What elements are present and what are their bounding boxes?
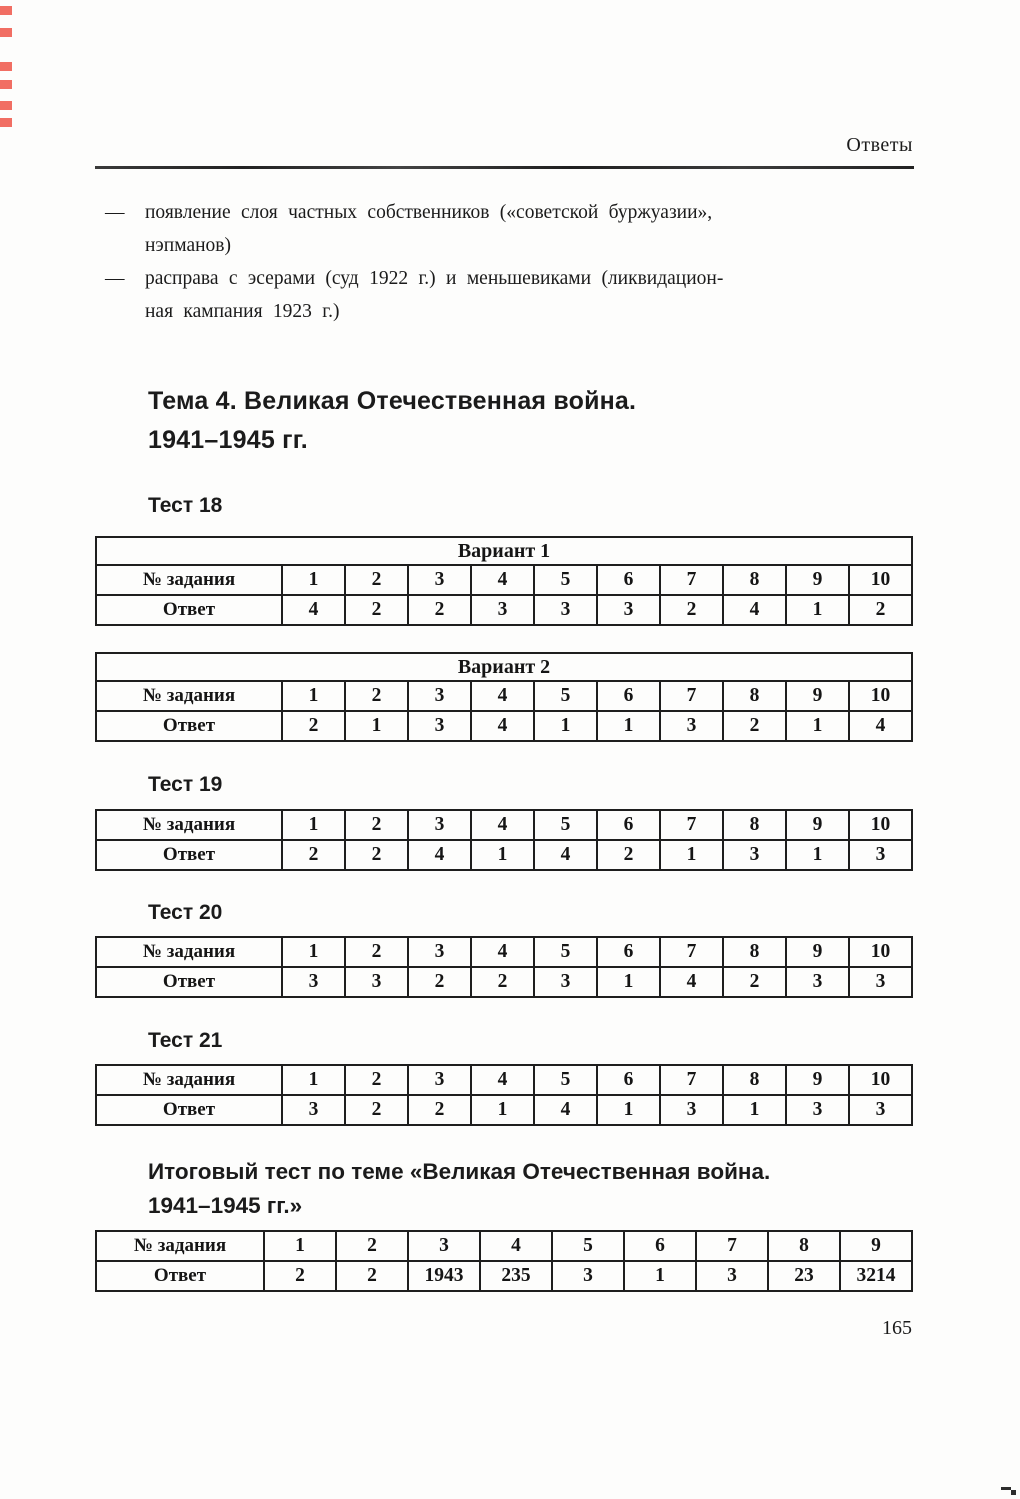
row-label: Ответ (96, 967, 282, 997)
answer-cell: 1 (786, 711, 849, 741)
task-number-cell: 1 (282, 565, 345, 595)
bullet-text (145, 196, 915, 262)
answer-cell: 4 (282, 595, 345, 625)
task-number-cell: 3 (408, 1231, 480, 1261)
task-number-cell: 7 (660, 681, 723, 711)
row-label: № задания (96, 810, 282, 840)
task-number-cell: 3 (408, 681, 471, 711)
scanner-corner-mark (1011, 1490, 1016, 1495)
row-label: Ответ (96, 840, 282, 870)
answer-cell: 1 (786, 595, 849, 625)
answer-cell: 1 (597, 711, 660, 741)
task-number-cell: 6 (597, 681, 660, 711)
answer-cell: 4 (534, 840, 597, 870)
answers-row (96, 840, 912, 870)
answer-cell: 3 (723, 840, 786, 870)
answers-row (96, 595, 912, 625)
answer-cell: 4 (849, 711, 912, 741)
bullet-line: расправа с эсерами (суд 1922 г.) и меньшевиками (ликвидацион- (145, 268, 724, 289)
answer-cell: 2 (336, 1261, 408, 1291)
answer-cell: 1943 (408, 1261, 480, 1291)
row-label: № задания (96, 681, 282, 711)
task-number-cell: 4 (471, 1065, 534, 1095)
task-number-cell: 6 (597, 1065, 660, 1095)
answer-cell: 3 (696, 1261, 768, 1291)
task-number-cell: 7 (696, 1231, 768, 1261)
answer-bullet (105, 196, 915, 262)
test-19-heading: Тест 19 (148, 773, 223, 796)
task-number-cell: 9 (786, 565, 849, 595)
answer-cell: 3 (408, 711, 471, 741)
numbers-row (96, 810, 912, 840)
numbers-row (96, 565, 912, 595)
task-number-cell: 2 (336, 1231, 408, 1261)
answer-cell: 2 (345, 1095, 408, 1125)
task-number-cell: 5 (534, 565, 597, 595)
answer-cell: 1 (534, 711, 597, 741)
row-label: Ответ (96, 1095, 282, 1125)
task-number-cell: 9 (786, 937, 849, 967)
bullet-text (145, 262, 915, 328)
task-number-cell: 4 (480, 1231, 552, 1261)
answer-cell: 3 (660, 711, 723, 741)
answer-cell: 2 (471, 967, 534, 997)
task-number-cell: 6 (597, 810, 660, 840)
task-number-cell: 8 (723, 937, 786, 967)
row-label: Ответ (96, 1261, 264, 1291)
answer-bullet (105, 262, 915, 328)
section-title-line2: 1941–1945 гг. (148, 426, 308, 454)
answer-cell: 3 (282, 967, 345, 997)
answers-table-final-test (95, 1230, 913, 1292)
final-test-heading-line2: 1941–1945 гг.» (148, 1193, 303, 1218)
section-title (148, 382, 915, 460)
red-scan-mark (0, 118, 12, 127)
task-number-cell: 2 (345, 565, 408, 595)
answer-bullet-list (105, 196, 915, 328)
row-label: № задания (96, 1231, 264, 1261)
answer-cell: 3 (597, 595, 660, 625)
task-number-cell: 5 (534, 810, 597, 840)
row-label: Ответ (96, 711, 282, 741)
task-number-cell: 7 (660, 937, 723, 967)
task-number-cell: 8 (723, 810, 786, 840)
answer-cell: 3 (345, 967, 408, 997)
answer-cell: 2 (723, 967, 786, 997)
task-number-cell: 6 (597, 937, 660, 967)
answer-cell: 1 (660, 840, 723, 870)
task-number-cell: 5 (552, 1231, 624, 1261)
task-number-cell: 2 (345, 937, 408, 967)
answer-cell: 1 (345, 711, 408, 741)
task-number-cell: 9 (786, 681, 849, 711)
task-number-cell: 9 (786, 810, 849, 840)
test-20-heading: Тест 20 (148, 901, 223, 924)
task-number-cell: 10 (849, 681, 912, 711)
answer-cell: 1 (786, 840, 849, 870)
answer-cell: 4 (723, 595, 786, 625)
answer-cell: 3214 (840, 1261, 912, 1291)
answers-row (96, 1261, 912, 1291)
answer-cell: 23 (768, 1261, 840, 1291)
answers-table-test18-variant1 (95, 536, 913, 626)
task-number-cell: 5 (534, 1065, 597, 1095)
numbers-row (96, 1231, 912, 1261)
bullet-dash: — (105, 268, 125, 289)
answers-table-test20 (95, 936, 913, 998)
task-number-cell: 6 (624, 1231, 696, 1261)
task-number-cell: 3 (408, 810, 471, 840)
task-number-cell: 2 (345, 810, 408, 840)
task-number-cell: 2 (345, 1065, 408, 1095)
answer-cell: 1 (471, 1095, 534, 1125)
red-scan-mark (0, 62, 12, 71)
task-number-cell: 3 (408, 565, 471, 595)
task-number-cell: 1 (282, 1065, 345, 1095)
task-number-cell: 5 (534, 681, 597, 711)
section-title-line1: Тема 4. Великая Отечественная война. (148, 387, 637, 415)
answer-cell: 2 (849, 595, 912, 625)
answer-cell: 1 (624, 1261, 696, 1291)
task-number-cell: 3 (408, 937, 471, 967)
answer-cell: 1 (471, 840, 534, 870)
numbers-row (96, 1065, 912, 1095)
answer-cell: 235 (480, 1261, 552, 1291)
task-number-cell: 5 (534, 937, 597, 967)
task-number-cell: 10 (849, 1065, 912, 1095)
answer-cell: 4 (471, 711, 534, 741)
answers-row (96, 967, 912, 997)
answer-cell: 1 (597, 967, 660, 997)
task-number-cell: 10 (849, 810, 912, 840)
variant-row (96, 537, 912, 565)
page-number: 165 (882, 1317, 912, 1339)
bullet-dash: — (105, 202, 125, 223)
answer-cell: 3 (849, 967, 912, 997)
scanner-corner-mark (1001, 1487, 1011, 1490)
answer-cell: 2 (408, 967, 471, 997)
task-number-cell: 10 (849, 565, 912, 595)
row-label: Ответ (96, 595, 282, 625)
row-label: № задания (96, 1065, 282, 1095)
task-number-cell: 4 (471, 810, 534, 840)
answer-cell: 2 (345, 595, 408, 625)
answer-cell: 3 (282, 1095, 345, 1125)
variant-title: Вариант 2 (96, 653, 912, 681)
numbers-row (96, 937, 912, 967)
answer-cell: 2 (723, 711, 786, 741)
red-scan-mark (0, 101, 12, 110)
answers-table-test19 (95, 809, 913, 871)
task-number-cell: 4 (471, 681, 534, 711)
numbers-row (96, 681, 912, 711)
answer-cell: 2 (597, 840, 660, 870)
variant-row (96, 653, 912, 681)
task-number-cell: 7 (660, 1065, 723, 1095)
task-number-cell: 2 (345, 681, 408, 711)
task-number-cell: 4 (471, 937, 534, 967)
answer-cell: 2 (282, 840, 345, 870)
answer-cell: 3 (849, 1095, 912, 1125)
task-number-cell: 9 (840, 1231, 912, 1261)
test-18-heading: Тест 18 (148, 494, 223, 517)
answer-cell: 3 (534, 967, 597, 997)
answers-table-test18-variant2 (95, 652, 913, 742)
page-content (95, 196, 915, 1340)
final-test-heading-line1: Итоговый тест по теме «Великая Отечественная война. (148, 1159, 771, 1184)
answer-cell: 3 (471, 595, 534, 625)
row-label: № задания (96, 565, 282, 595)
answers-row (96, 1095, 912, 1125)
bullet-line: нэпманов) (145, 235, 231, 256)
task-number-cell: 9 (786, 1065, 849, 1095)
task-number-cell: 1 (264, 1231, 336, 1261)
task-number-cell: 7 (660, 565, 723, 595)
answer-cell: 1 (723, 1095, 786, 1125)
final-test-heading (148, 1155, 915, 1223)
answer-cell: 4 (660, 967, 723, 997)
bullet-line: появление слоя частных собственников («советской буржуазии», (145, 202, 713, 223)
answers-table-test21 (95, 1064, 913, 1126)
red-scan-mark (0, 80, 12, 89)
answer-cell: 4 (408, 840, 471, 870)
task-number-cell: 7 (660, 810, 723, 840)
task-number-cell: 8 (723, 565, 786, 595)
running-head: Ответы (846, 134, 913, 156)
answer-cell: 2 (264, 1261, 336, 1291)
answer-cell: 3 (660, 1095, 723, 1125)
answer-cell: 2 (408, 1095, 471, 1125)
task-number-cell: 10 (849, 937, 912, 967)
row-label: № задания (96, 937, 282, 967)
task-number-cell: 4 (471, 565, 534, 595)
bullet-line: ная кампания 1923 г.) (145, 301, 340, 322)
answer-cell: 2 (408, 595, 471, 625)
task-number-cell: 8 (768, 1231, 840, 1261)
task-number-cell: 3 (408, 1065, 471, 1095)
answer-cell: 3 (786, 1095, 849, 1125)
test-21-heading: Тест 21 (148, 1029, 223, 1052)
task-number-cell: 6 (597, 565, 660, 595)
answer-cell: 2 (345, 840, 408, 870)
answer-cell: 2 (660, 595, 723, 625)
answer-cell: 3 (552, 1261, 624, 1291)
answer-cell: 3 (786, 967, 849, 997)
answers-row (96, 711, 912, 741)
task-number-cell: 1 (282, 810, 345, 840)
red-scan-mark (0, 6, 12, 15)
variant-title: Вариант 1 (96, 537, 912, 565)
task-number-cell: 8 (723, 1065, 786, 1095)
answer-cell: 1 (597, 1095, 660, 1125)
answer-cell: 4 (534, 1095, 597, 1125)
answer-cell: 3 (534, 595, 597, 625)
answer-cell: 2 (282, 711, 345, 741)
task-number-cell: 1 (282, 937, 345, 967)
header-rule (95, 166, 914, 169)
task-number-cell: 1 (282, 681, 345, 711)
answer-cell: 3 (849, 840, 912, 870)
red-scan-mark (0, 28, 12, 37)
task-number-cell: 8 (723, 681, 786, 711)
